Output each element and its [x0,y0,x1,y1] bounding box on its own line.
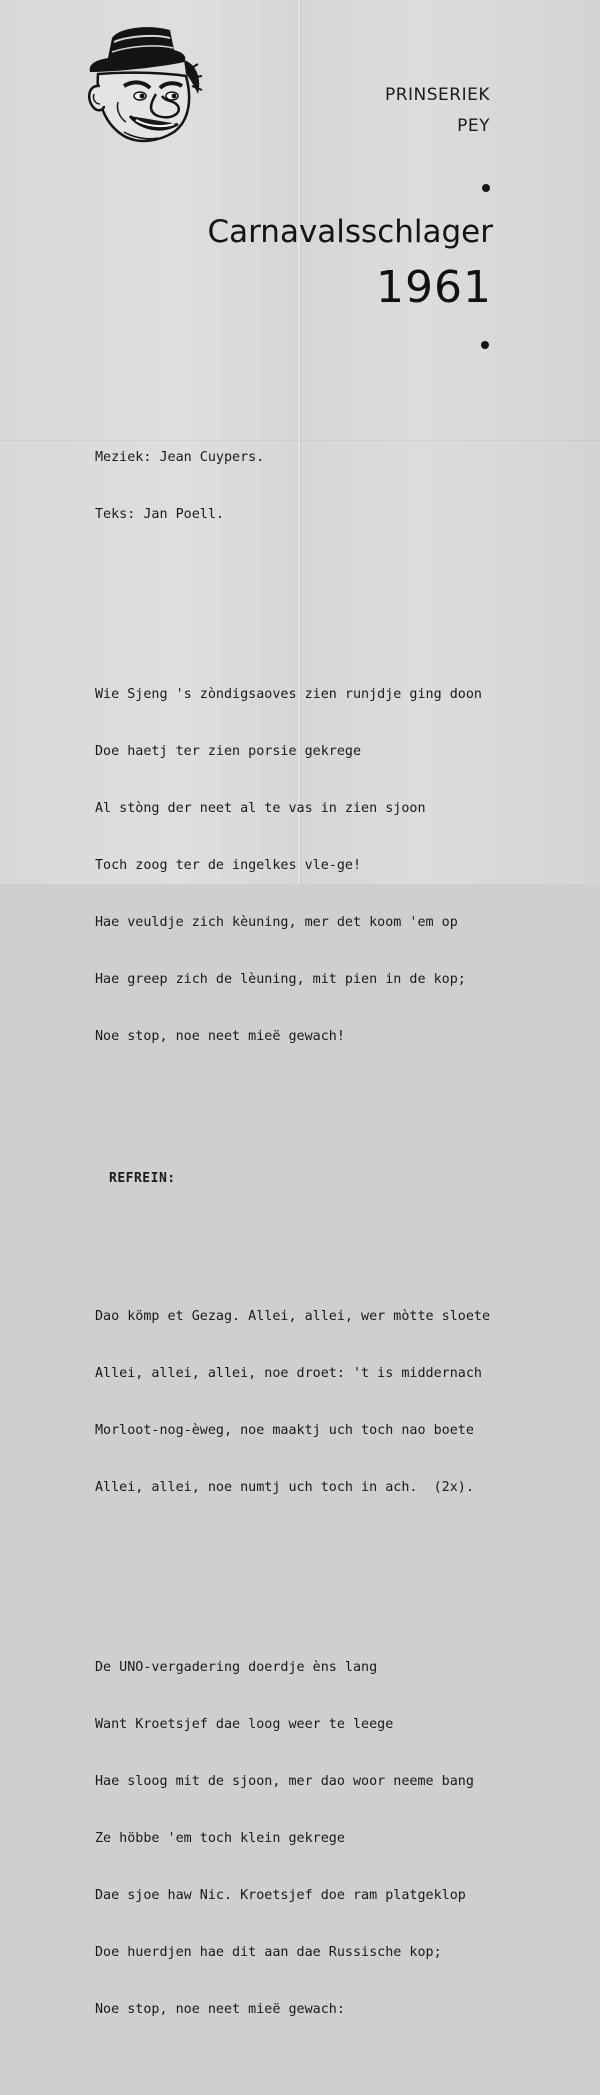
verse-line: Al stòng der neet al te vas in zien sjoon [95,801,426,816]
verse-line: Noe stop, noe neet mieë gewach! [95,1029,345,1044]
refrein-line: Morloot-nog-èweg, noe maaktj uch toch nao boete [95,1423,474,1438]
organizer-block [385,80,490,142]
verse-line: Toch zoog ter de ingelkes vle-ge! [95,858,362,873]
verse-line: Doe haetj ter zien porsie gekrege [95,744,362,759]
verse-line: Dae sjoe haw Nic. Kroetsjef doe ram platgeklop [95,1888,466,1903]
verse-2 [95,1620,555,2057]
credits-block [95,410,555,562]
song-year: 1961 [376,262,492,313]
verse-line: Want Kroetsjef dae loog weer te leege [95,1717,394,1732]
organizer-line-2: PEY [457,116,490,136]
verse-line: Hae sloog mit de sjoon, mer dao woor neeme bang [95,1774,474,1789]
verse-1 [95,647,555,1084]
bullet-dot-top [482,184,490,192]
bullet-dot-bottom [481,341,489,349]
song-title: Carnavalsschlager [207,214,493,250]
verse-line: Ze höbbe 'em toch klein gekrege [95,1831,345,1846]
verse-line: Hae greep zich de lèuning, mit pien in de kop; [95,972,466,987]
verse-line: Noe stop, noe neet mieë gewach: [95,2002,345,2017]
refrein-line: Dao kömp et Gezag. Allei, allei, wer mòtte sloete [95,1309,491,1324]
refrein-block [95,1269,555,1535]
verse-line: Doe huerdjen hae dit aan dae Russische kop; [95,1945,442,1960]
organizer-line-1: PRINSERIEK [384,85,490,105]
refrein-line: Allei, allei, noe numtj uch toch in ach. (2x). [95,1480,474,1495]
clown-face-logo-icon [78,20,213,145]
credit-music: Meziek: Jean Cuypers. [95,450,265,465]
lyrics-body [95,372,555,2095]
verse-line: Hae veuldje zich kèuning, mer det koom 'em op [95,915,458,930]
credit-text: Teks: Jan Poell. [95,507,224,522]
refrein-label: REFREIN: [109,1171,176,1186]
refrein-line: Allei, allei, allei, noe droet: 't is middernach [95,1366,482,1381]
verse-line: Wie Sjeng 's zòndigsaoves zien runjdje ging doon [95,687,482,702]
verse-line: De UNO-vergadering doerdje èns lang [95,1660,378,1675]
